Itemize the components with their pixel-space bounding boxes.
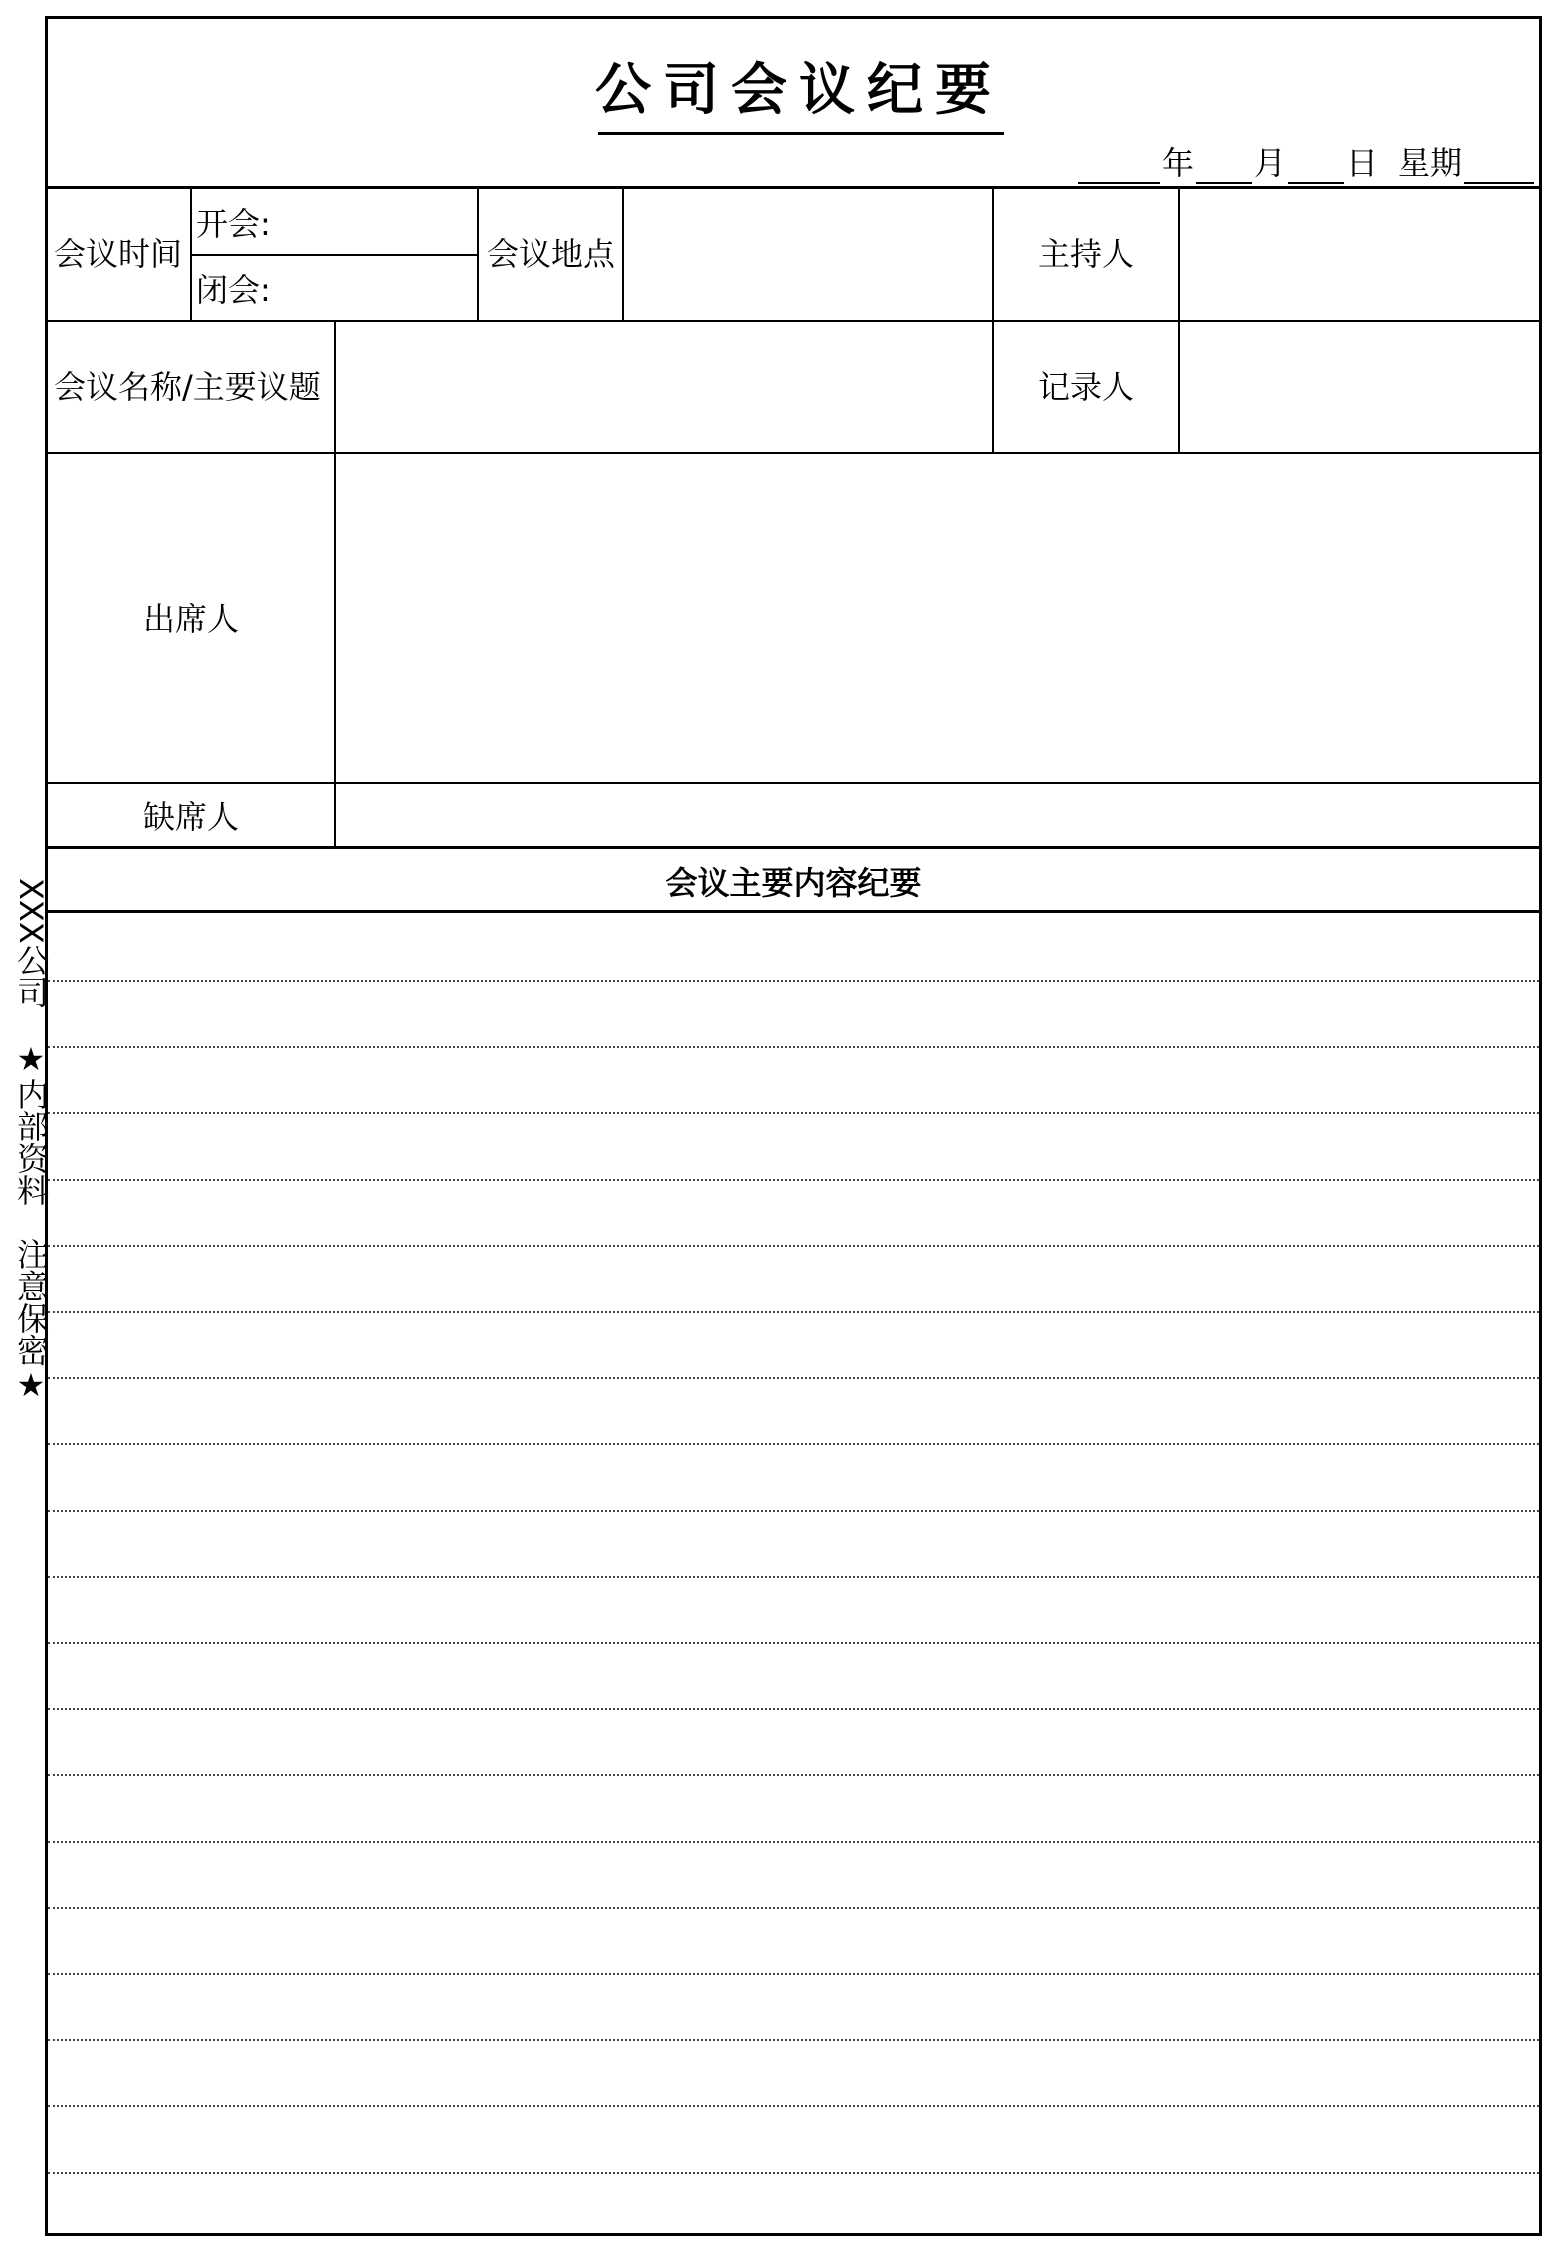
cell-divider: [334, 321, 336, 848]
ruled-line: [48, 1708, 1539, 1710]
ruled-line: [48, 1377, 1539, 1379]
cell-divider: [992, 188, 994, 452]
row-rule: [45, 782, 1542, 784]
ruled-line: [48, 1179, 1539, 1181]
cell-divider: [190, 188, 192, 322]
absentees-field[interactable]: [338, 786, 1538, 844]
absentees-label: 缺席人: [142, 798, 239, 836]
weekday-field[interactable]: [1464, 150, 1534, 184]
start-label: 开会:: [196, 205, 271, 243]
ruled-line: [48, 1443, 1539, 1445]
ruled-line: [48, 1642, 1539, 1644]
recorder-field[interactable]: [1182, 324, 1538, 450]
cell-divider: [1178, 188, 1180, 452]
attendees-label: 出席人: [142, 600, 239, 638]
year-label: 年: [1161, 144, 1194, 182]
recorder-label: 记录人: [1037, 368, 1134, 406]
section-top-rule: [45, 846, 1542, 849]
date-line: [1076, 138, 1536, 184]
ruled-line: [48, 1576, 1539, 1578]
ruled-line: [48, 1907, 1539, 1909]
ruled-line: [48, 2172, 1539, 2174]
cell-divider: [477, 188, 479, 322]
attendees-field[interactable]: [338, 456, 1538, 780]
ruled-line: [48, 980, 1539, 982]
cell-divider: [622, 188, 624, 322]
ruled-line: [48, 2105, 1539, 2107]
ruled-line: [48, 1245, 1539, 1247]
day-label: 日: [1345, 144, 1378, 182]
day-field[interactable]: [1288, 150, 1344, 184]
page-title: 公司会议纪要: [595, 58, 1003, 123]
ruled-line: [48, 1311, 1539, 1313]
confidential-side-note: XXX公司 ★内部资料 注意保密★: [12, 878, 50, 1404]
ruled-line: [48, 2039, 1539, 2041]
title-underline: [598, 132, 1004, 135]
weekday-label: 星期: [1397, 144, 1462, 182]
time-split-rule: [191, 254, 477, 256]
row-rule: [45, 320, 1542, 322]
ruled-line: [48, 1510, 1539, 1512]
year-field[interactable]: [1078, 150, 1160, 184]
month-field[interactable]: [1196, 150, 1252, 184]
ruled-line: [48, 1841, 1539, 1843]
ruled-line: [48, 1046, 1539, 1048]
row-rule: [45, 452, 1542, 454]
location-label: 会议地点: [487, 235, 616, 273]
ruled-line: [48, 1112, 1539, 1114]
ruled-line: [48, 1774, 1539, 1776]
topic-label: 会议名称/主要议题: [54, 368, 321, 406]
host-field[interactable]: [1182, 192, 1538, 318]
location-field[interactable]: [626, 192, 988, 318]
topic-field[interactable]: [338, 324, 988, 450]
section-bottom-rule: [45, 910, 1542, 913]
table-top-rule: [45, 186, 1542, 189]
ruled-line: [48, 1973, 1539, 1975]
end-time-field[interactable]: [290, 258, 474, 318]
host-label: 主持人: [1037, 235, 1134, 273]
start-time-field[interactable]: [290, 192, 474, 252]
end-label: 闭会:: [196, 271, 271, 309]
meeting-time-label: 会议时间: [54, 235, 183, 273]
section-title: 会议主要内容纪要: [665, 864, 922, 902]
month-label: 月: [1253, 144, 1286, 182]
